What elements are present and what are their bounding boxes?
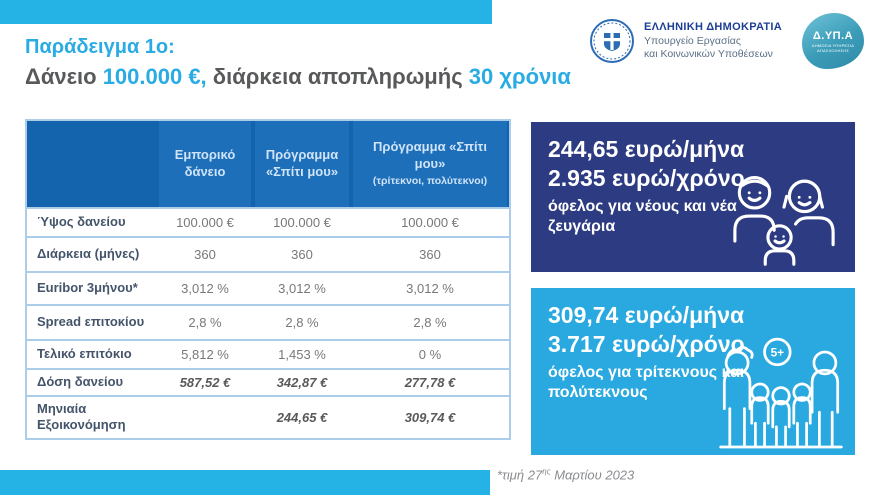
page-title <box>25 64 571 90</box>
table-row: Spread επιτοκίου 2,8 % 2,8 % 2,8 % <box>27 304 509 339</box>
greek-republic-emblem-icon <box>589 18 635 64</box>
table-header-program-spiti-mou: Πρόγραμμα «Σπίτι μου» <box>255 121 349 207</box>
five-plus-badge-label: 5+ <box>770 345 785 360</box>
table-header-empty-cell <box>27 121 157 207</box>
table-header-sub-label: (τρίτεκνοι, πολύτεκνοι) <box>372 175 488 188</box>
benefit-caption: όφελος για νέους και νέα ζευγάρια <box>548 197 737 235</box>
dypa-subtext: ΔΗΜΟΣΙΑ ΥΠΗΡΕΣΙΑ ΑΠΑΣΧΟΛΗΣΗΣ <box>811 42 855 53</box>
ministry-line3: και Κοινωνικών Υποθέσεων <box>644 48 773 61</box>
table-header-commercial-loan: Εμπορικό δάνειο <box>159 121 251 207</box>
title-amount: 100.000 €, <box>102 64 207 89</box>
table-row: Μηνιαία Εξοικονόμηση 244,65 € 309,74 € <box>27 395 509 438</box>
header-logos <box>589 13 864 69</box>
ministry-logo <box>589 18 782 64</box>
table-row: Δόση δανείου 587,52 € 342,87 € 277,78 € <box>27 368 509 395</box>
ministry-title: ΕΛΛΗΝΙΚΗ ΔΗΜΟΚΡΑΤΙΑ <box>644 21 782 34</box>
benefit-per-month: 309,74 ευρώ/μήνα <box>548 302 745 328</box>
table-row: Euribor 3μήνου* 3,012 % 3,012 % 3,012 % <box>27 271 509 304</box>
benefit-per-year: 3.717 ευρώ/χρόνο <box>548 331 745 358</box>
table-header-row <box>27 121 509 207</box>
ministry-text <box>644 20 782 62</box>
top-accent-bar <box>0 0 492 24</box>
title-middle: διάρκεια αποπληρωμής <box>206 64 469 89</box>
table-header-program-large-families: Πρόγραμμα «Σπίτι μου» (τρίτεκνοι, πολύτεκνοι) <box>353 121 507 207</box>
benefit-per-year: 2.935 ευρώ/χρόνο <box>548 165 745 192</box>
benefit-caption: όφελος για τρίτεκνους και πολύτεκνους <box>548 363 745 401</box>
table-row: Διάρκεια (μήνες) 360 360 360 <box>27 236 509 271</box>
table-row: Ύψος δανείου 100.000 € 100.000 € 100.000 € <box>27 207 509 236</box>
footnote: *τιμή $27^{\eta\varsigma}$ Μαρτίου 2023 <box>497 467 635 483</box>
title-loan-word: Δάνειο <box>25 64 103 89</box>
dypa-acronym: Δ.ΥΠ.Α <box>812 29 854 42</box>
table-row: Τελικό επιτόκιο 5,812 % 1,453 % 0 % <box>27 339 509 368</box>
example-kicker: Παράδειγμα 1ο: <box>25 36 175 58</box>
family-of-three-icon <box>725 166 843 266</box>
footnote-superscript: ης <box>542 467 551 476</box>
title-duration: 30 χρόνια <box>468 64 571 89</box>
loan-comparison-table <box>25 119 511 440</box>
benefit-panel-large-families <box>531 288 855 455</box>
ministry-line2: Υπουργείο Εργασίας <box>644 34 741 47</box>
benefit-panel-young <box>531 122 855 272</box>
title-block <box>25 36 571 90</box>
bottom-accent-bar <box>0 470 490 495</box>
benefit-per-month: 244,65 ευρώ/μήνα <box>548 136 745 162</box>
family-of-five-icon <box>717 335 845 453</box>
dypa-logo <box>802 13 864 69</box>
